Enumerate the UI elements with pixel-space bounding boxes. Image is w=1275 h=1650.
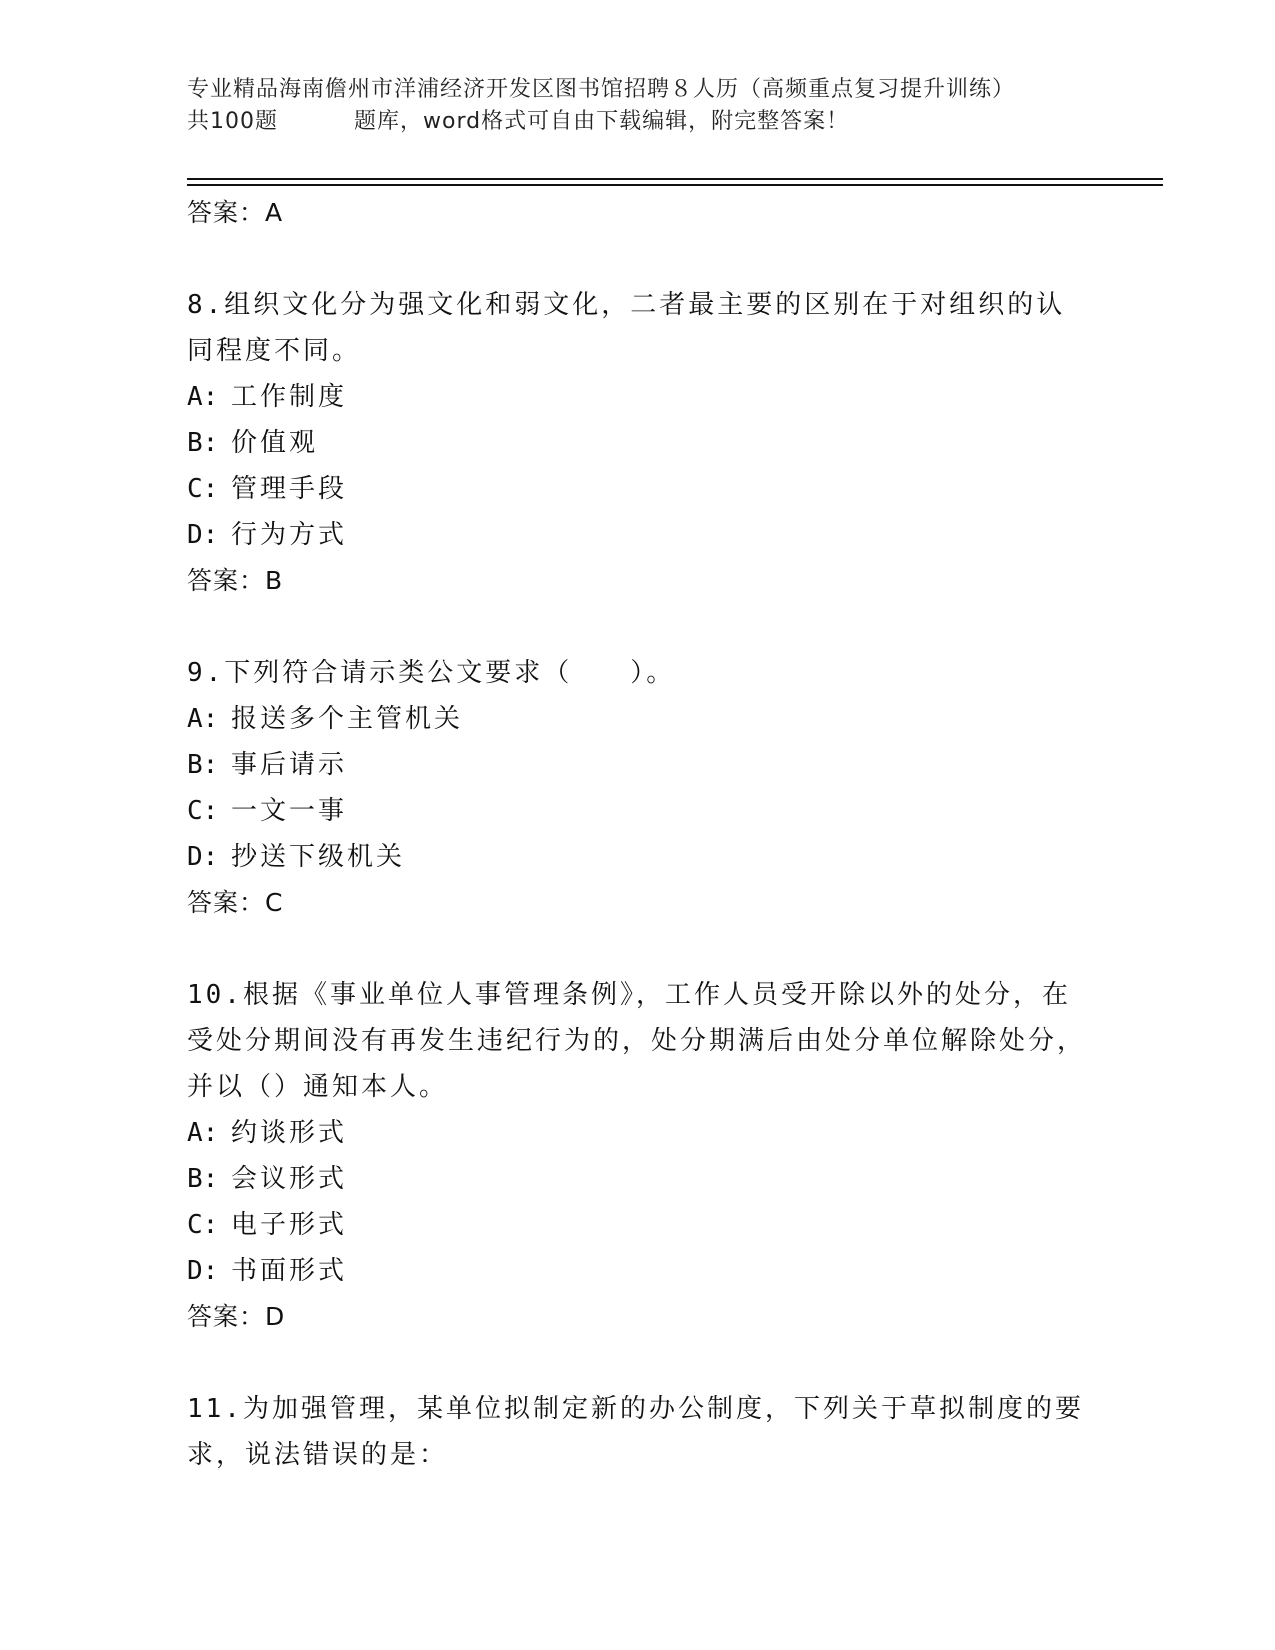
option-text: 行为方式	[231, 520, 348, 550]
option-key: C:	[187, 474, 219, 504]
option-b	[187, 420, 1087, 466]
option-text: 工作制度	[231, 382, 348, 412]
option-key: C:	[187, 1210, 219, 1240]
question-text: 11.为加强管理，某单位拟制定新的办公制度，下列关于草拟制度的要求，说法错误的是：	[187, 1394, 1084, 1470]
answer-line: 答案：D	[187, 1302, 286, 1331]
option-a	[187, 1110, 1087, 1156]
header-question-count: 共100题	[187, 109, 278, 134]
option-key: B:	[187, 750, 219, 780]
header-divider-bottom	[187, 184, 1163, 186]
option-key: D:	[187, 842, 219, 872]
option-d	[187, 512, 1087, 558]
header-title-line: 专业精品海南儋州市洋浦经济开发区图书馆招聘８人历（高频重点复习提升训练）	[187, 77, 1016, 102]
option-text: 管理手段	[231, 474, 348, 504]
option-text: 价值观	[231, 428, 319, 458]
option-a	[187, 374, 1087, 420]
document-header	[187, 74, 1087, 138]
option-c	[187, 1202, 1087, 1248]
header-divider-top	[187, 178, 1163, 180]
option-a	[187, 696, 1087, 742]
document-body	[187, 190, 1087, 1478]
option-b	[187, 742, 1087, 788]
option-c	[187, 466, 1087, 512]
option-text: 报送多个主管机关	[231, 704, 464, 734]
header-description: 题库，word格式可自由下载编辑，附完整答案！	[354, 109, 850, 134]
option-d	[187, 834, 1087, 880]
option-key: B:	[187, 428, 219, 458]
option-text: 事后请示	[231, 750, 348, 780]
option-key: C:	[187, 796, 219, 826]
question-text: 9.下列符合请示类公文要求（ ）。	[187, 658, 676, 688]
option-key: A:	[187, 704, 219, 734]
option-d	[187, 1248, 1087, 1294]
option-text: 一文一事	[231, 796, 348, 826]
question-text: 8.组织文化分为强文化和弱文化，二者最主要的区别在于对组织的认同程度不同。	[187, 290, 1066, 366]
previous-answer: 答案：A	[187, 198, 284, 227]
option-key: A:	[187, 382, 219, 412]
question-text: 10.根据《事业单位人事管理条例》，工作人员受开除以外的处分，在受处分期间没有再发生违纪行为的，处分期满后由处分单位解除处分，并以（）通知本人。	[187, 980, 1087, 1102]
option-text: 电子形式	[231, 1210, 348, 1240]
question-item	[187, 972, 1087, 1340]
option-text: 书面形式	[231, 1256, 348, 1286]
option-text: 约谈形式	[231, 1118, 348, 1148]
option-key: D:	[187, 520, 219, 550]
question-item	[187, 650, 1087, 926]
option-text: 抄送下级机关	[231, 842, 406, 872]
header-subtitle-line	[187, 106, 1087, 138]
question-item	[187, 1386, 1087, 1478]
option-b	[187, 1156, 1087, 1202]
option-text: 会议形式	[231, 1164, 348, 1194]
question-item	[187, 282, 1087, 604]
option-key: A:	[187, 1118, 219, 1148]
answer-line: 答案：B	[187, 566, 284, 595]
option-key: B:	[187, 1164, 219, 1194]
option-c	[187, 788, 1087, 834]
option-key: D:	[187, 1256, 219, 1286]
answer-line: 答案：C	[187, 888, 284, 917]
